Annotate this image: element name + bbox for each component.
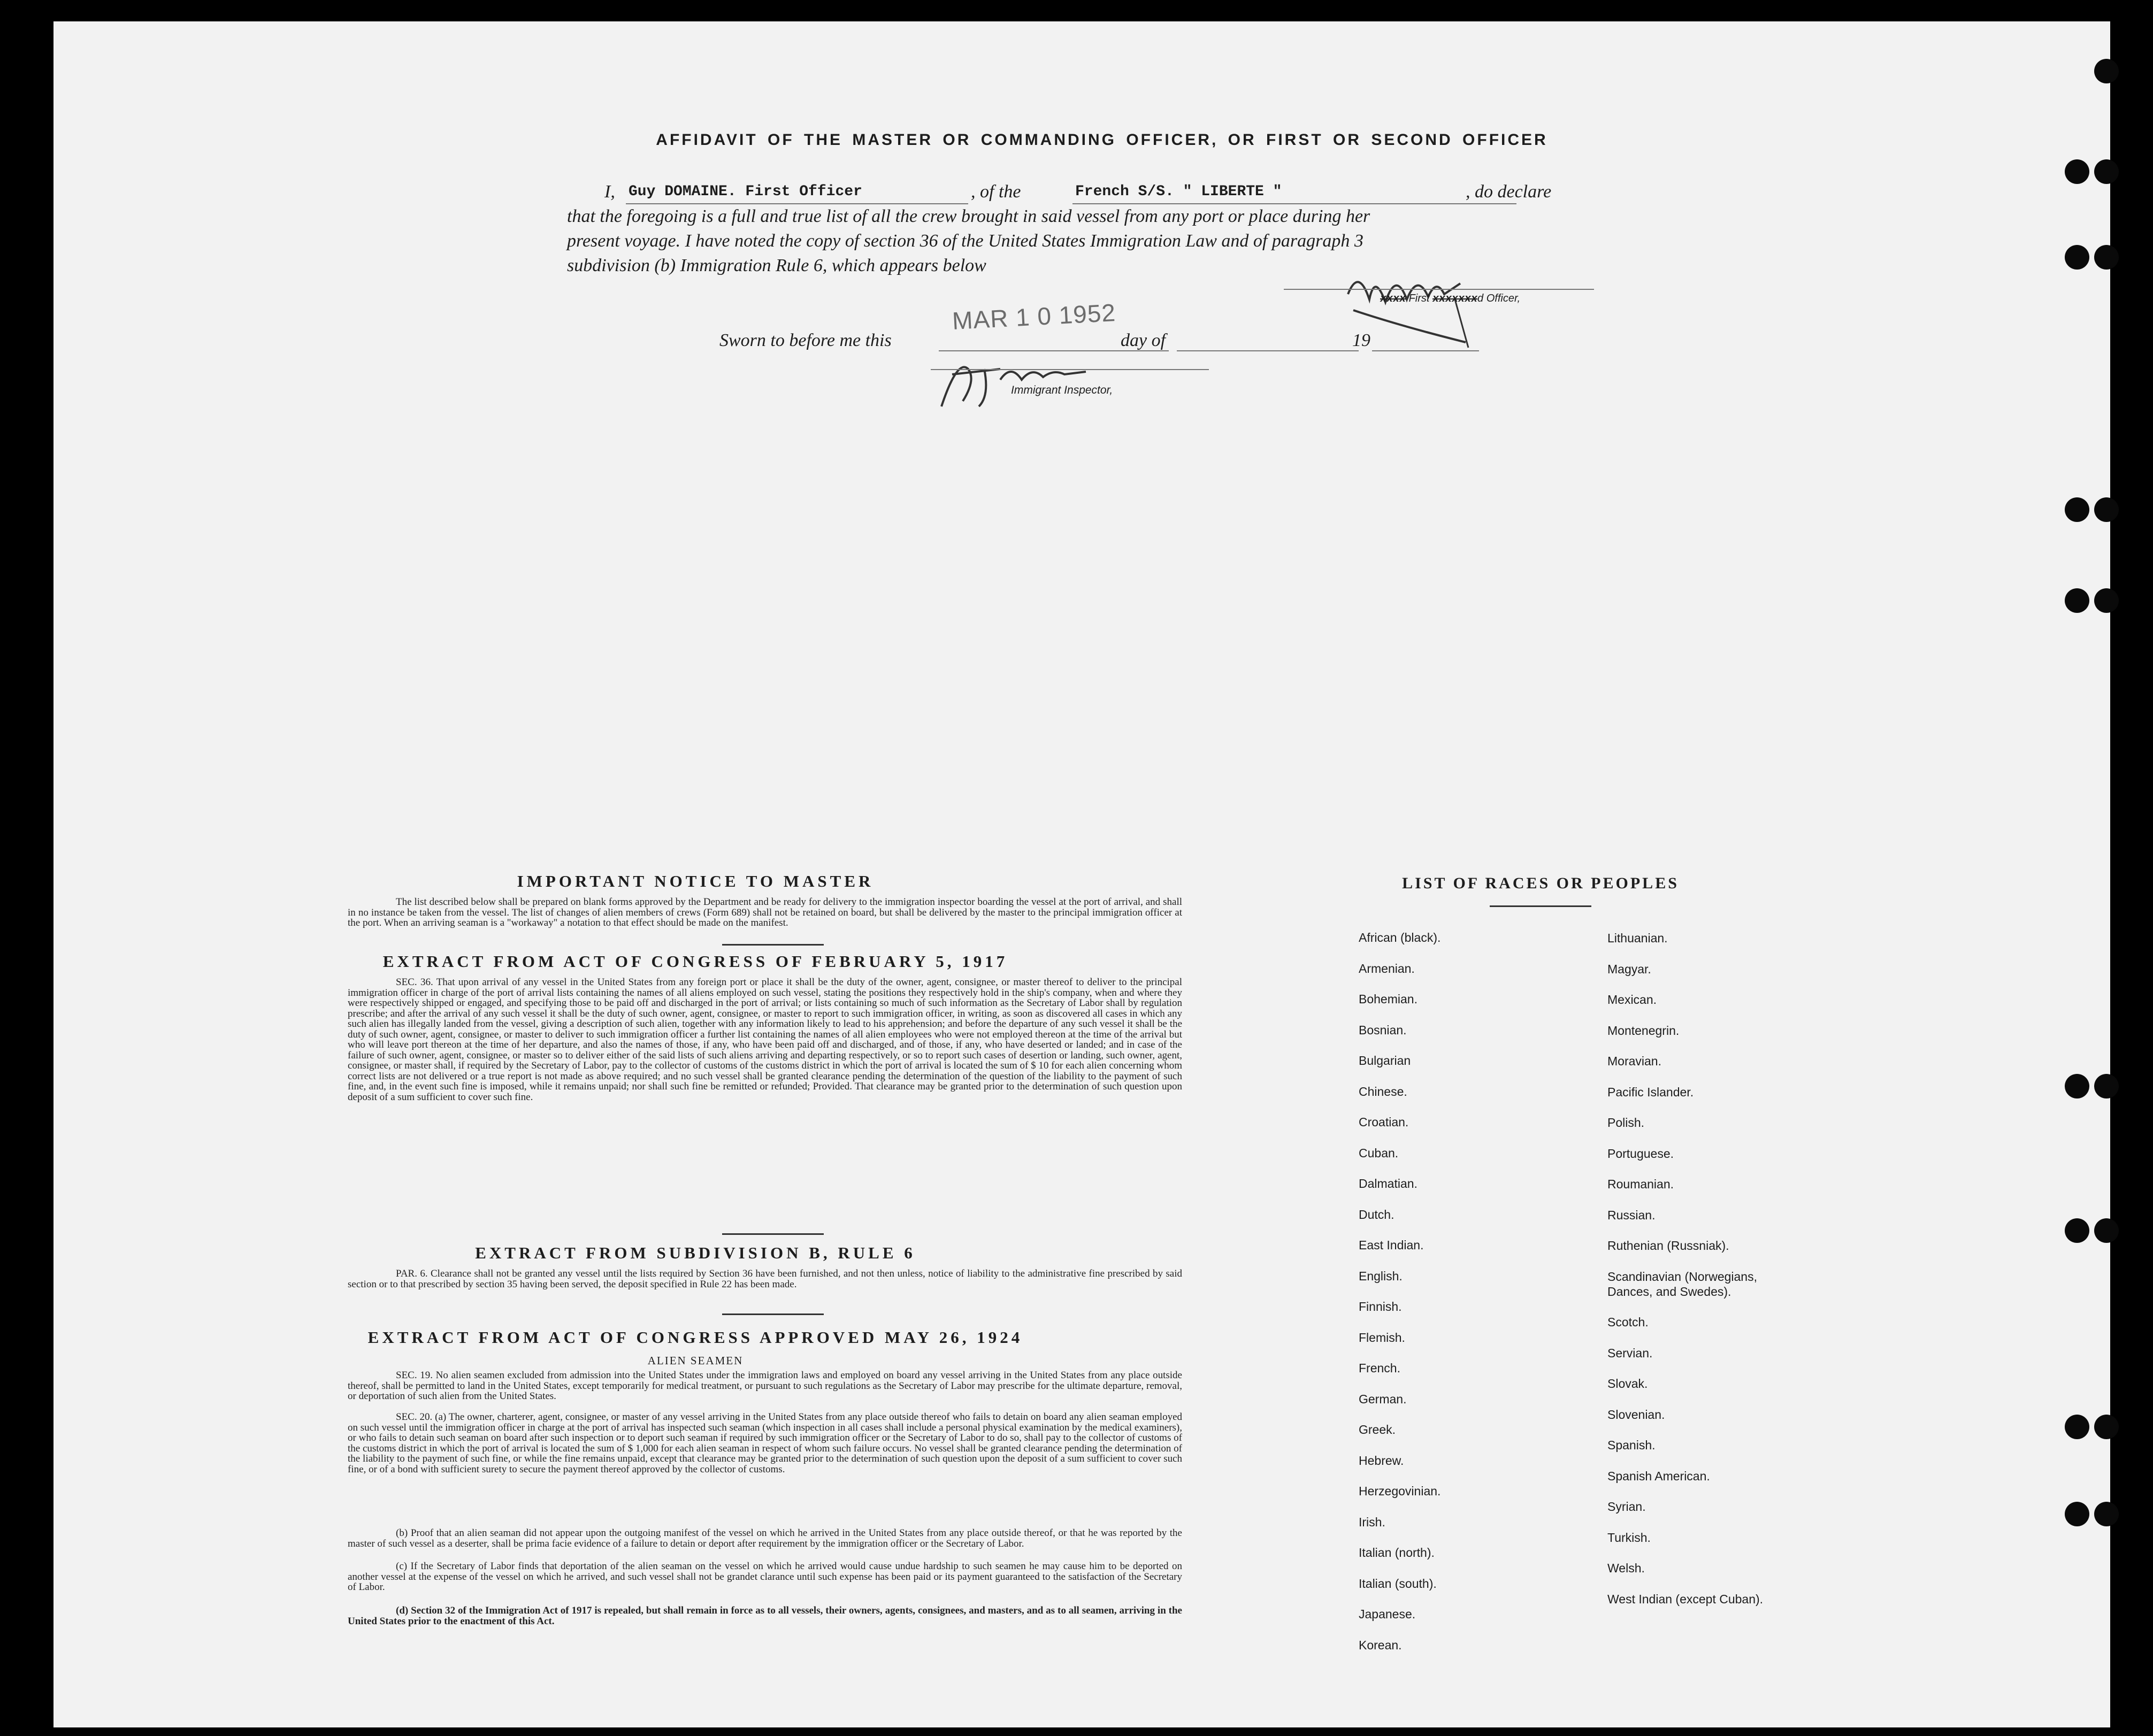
race-item: Slovenian. xyxy=(1607,1407,1665,1422)
race-item: Roumanian. xyxy=(1607,1177,1674,1191)
race-item: Italian (south). xyxy=(1359,1576,1437,1591)
race-item: West Indian (except Cuban). xyxy=(1607,1592,1764,1606)
race-item: Syrian. xyxy=(1607,1500,1646,1514)
inspector-signature-line xyxy=(931,369,1209,370)
race-item: Russian. xyxy=(1607,1208,1656,1222)
notice-separator xyxy=(722,944,824,946)
punch-hole xyxy=(2065,497,2089,522)
affidavit-title: AFFIDAVIT OF THE MASTER OR COMMANDING OFFICER, OR FIRST OR SECOND OFFICER xyxy=(656,131,1548,149)
race-item: Spanish. xyxy=(1607,1438,1656,1452)
race-item: Bosnian. xyxy=(1359,1023,1407,1037)
year-label: 19 xyxy=(1352,331,1370,350)
notice-text: The list described below shall be prepared on blank forms approved by the Department and be ready for delivery to the immigration inspector boarding the vessel at the port of arrival, and shall in no instance be taken from the vessel. The list of changes of alien members of crews (Form 689) shall not be retained on board, but shall be delivered by the master to the principal immigration officer at the port. When an arriving seaman is a "workaway" a notation to that effect should be made on the manifest. xyxy=(348,896,1182,928)
sworn-month-line xyxy=(1177,350,1359,351)
document-page xyxy=(53,21,2110,1727)
extract-rule6-text: PAR. 6. Clearance shall not be granted any vessel until the lists required by Section 36 have been furnished, and not then unless, notice of liability to the administrative fine prescribed by said section or to that prescribed by section 35 having been served, the deposit specified in Rule 22 has been made. xyxy=(348,1268,1182,1290)
extract-1924-title: EXTRACT FROM ACT OF CONGRESS APPROVED MAY 26, 1924 xyxy=(367,1328,1023,1347)
race-item: Montenegrin. xyxy=(1607,1023,1680,1038)
do-declare-label: , do declare xyxy=(1466,182,1552,202)
race-item: Dutch. xyxy=(1359,1207,1395,1222)
punch-hole xyxy=(2094,1502,2119,1526)
race-item: Korean. xyxy=(1359,1638,1402,1652)
date-stamp: MAR 1 0 1952 xyxy=(951,298,1117,335)
vessel-name-field: French S/S. " LIBERTE " xyxy=(1075,183,1282,200)
punch-hole xyxy=(2065,588,2089,613)
race-item: German. xyxy=(1359,1392,1407,1406)
race-item: Lithuanian. xyxy=(1607,931,1668,945)
race-item: Turkish. xyxy=(1607,1530,1651,1545)
race-item: French. xyxy=(1359,1361,1400,1375)
race-item: Flemish. xyxy=(1359,1330,1405,1345)
sec-20d-text: (d) Section 32 of the Immigration Act of 1917 is repealed, but shall remain in force as to all vessels, their owners, agents, consignees, and masters, and as to all seamen, arriving in the United States prior to the enactment of this Act. xyxy=(348,1605,1182,1627)
officer-name-field: Guy DOMAINE. First Officer xyxy=(629,183,862,200)
punch-hole xyxy=(2065,1218,2089,1243)
race-item: Bulgarian xyxy=(1359,1054,1411,1067)
race-item: Dalmatian. xyxy=(1359,1177,1418,1190)
race-item: English. xyxy=(1359,1269,1403,1283)
race-item: East Indian. xyxy=(1359,1238,1424,1252)
punch-hole xyxy=(2094,245,2119,270)
officer-caption-strike: xxxx xyxy=(1380,293,1406,305)
notice-title: IMPORTANT NOTICE TO MASTER xyxy=(517,872,874,890)
race-item: Cuban. xyxy=(1359,1146,1399,1160)
extract-1917-separator xyxy=(722,1233,824,1235)
i-label: I, xyxy=(604,182,615,202)
punch-hole xyxy=(2094,1415,2119,1439)
inspector-signature xyxy=(925,348,1171,417)
race-item: Mexican. xyxy=(1607,993,1657,1007)
of-the-label: , of the xyxy=(971,182,1021,202)
race-item: Chinese. xyxy=(1359,1084,1407,1099)
race-item: Pacific Islander. xyxy=(1607,1085,1694,1099)
officer-caption-end: d Officer, xyxy=(1477,293,1521,304)
race-item: Bohemian. xyxy=(1359,992,1418,1006)
sec-20b-text: (b) Proof that an alien seaman did not appear upon the outgoing manifest of the vessel on which he arrived in the United States from any place outside thereof, or that he was reported by the master of such vessel as a deserter, shall be prima facie evidence of a failure to detain or deport after requirement by the immigration officer or the Secretary of Labor. xyxy=(348,1527,1182,1549)
punch-hole xyxy=(2065,1502,2089,1526)
race-item: Scandinavian (Norwegians, Dances, and Swedes). xyxy=(1607,1269,1757,1299)
punch-hole xyxy=(2065,1415,2089,1439)
affidavit-line-3: present voyage. I have noted the copy of section 36 of the United States Immigration Law and of paragraph 3 xyxy=(567,231,1363,251)
race-item: Croatian. xyxy=(1359,1115,1409,1129)
punch-hole xyxy=(2094,1074,2119,1099)
day-of-label: day of xyxy=(1121,331,1166,350)
sec-19-text: SEC. 19. No alien seamen excluded from admission into the United States under the immigration laws and employed on board any vessel arriving in the United States from any place outside thereof, shall be permitted to land in the United States, except temporarily for medical treatment, or pursuant to such regulations as the Secretary of Labor may prescribe for the ultimate departure, removal, or deportation of such alien from the United States. xyxy=(348,1370,1182,1402)
officer-caption-strike-2: xxxxxxx xyxy=(1432,293,1478,305)
extract-rule6-title: EXTRACT FROM SUBDIVISION B, RULE 6 xyxy=(475,1243,916,1262)
race-item: Hebrew. xyxy=(1359,1453,1404,1468)
race-item: Portuguese. xyxy=(1607,1146,1674,1161)
race-item: Moravian. xyxy=(1607,1054,1661,1068)
punch-hole xyxy=(2094,159,2119,184)
sworn-year-line xyxy=(1372,350,1479,351)
officer-caption xyxy=(1380,293,1520,305)
race-item: Welsh. xyxy=(1607,1561,1645,1575)
race-item: African (black). xyxy=(1359,931,1441,944)
sec-20c-text: (c) If the Secretary of Labor finds that deportation of the alien seaman on the vessel on which he arrived would cause undue hardship to such seamen he may cause him to be deported on another vessel at the expense of the vessel on which he arrived, and such vessel shall not be grandet clarance until such expense has been paid or its payment guaranteed to the satisfaction of the Secretary of Labor. xyxy=(348,1561,1182,1593)
race-item: Herzegovinian. xyxy=(1359,1484,1441,1498)
race-item: Slovak. xyxy=(1607,1377,1648,1391)
race-item: Servian. xyxy=(1607,1346,1653,1360)
officer-caption-first: First xyxy=(1408,293,1430,304)
vessel-name-line xyxy=(1072,203,1516,204)
punch-hole xyxy=(2094,1218,2119,1243)
affidavit-line-4: subdivision (b) Immigration Rule 6, which appears below xyxy=(567,256,986,275)
race-item: Magyar. xyxy=(1607,962,1651,976)
race-item: Polish. xyxy=(1607,1116,1645,1130)
punch-hole xyxy=(2094,497,2119,522)
affidavit-line-2: that the foregoing is a full and true list of all the crew brought in said vessel from any port or place during her xyxy=(567,206,1370,226)
race-item: Armenian. xyxy=(1359,961,1415,975)
punch-hole xyxy=(2065,245,2089,270)
sworn-label: Sworn to before me this xyxy=(719,331,892,350)
race-item: Japanese. xyxy=(1359,1607,1416,1621)
punch-hole xyxy=(2065,1074,2089,1099)
officer-name-line xyxy=(626,203,968,204)
race-item: Spanish American. xyxy=(1607,1469,1710,1483)
race-item: Irish. xyxy=(1359,1515,1385,1529)
race-item: Greek. xyxy=(1359,1423,1396,1437)
race-item: Finnish. xyxy=(1359,1300,1402,1313)
extract-1917-text: SEC. 36. That upon arrival of any vessel in the United States from any foreign port or place it shall be the duty of the owner, agent, consignee, or master thereof to deliver to the principal immigration officer in charge of the port of arrival lists containing the names of all aliens employed on such vessel, stating the positions they respectively hold in the ship's company, when and where they were respectively shipped or engaged, and specifying those to be paid off and discharged in the port of arrival; or lists containing so much of such information as the Secretary of Labor shall by regulation prescribe; and after the arrival of any such vessel it shall be the duty of such owner, agent, consignee, or master to report to such immigration officer, in writing, as soon as discovered all cases in which any such alien has illegally landed from the vessel, giving a description of such alien, together with any information likely to lead to his apprehension; and before the departure of any such vessel it shall be the duty of such owner, agent, consignee, or master to deliver to such immigration officer a further list containing the names of all alien employees who were not employed thereon at the time of the arrival but who will leave port thereon at the time of her departure, and also the names of those, if any, who have been paid off and discharged, and of those, if any, who have deserted or landed; and in case of the failure of such owner, agent, consignee, or master so to deliver either of the said lists of such aliens arriving and departing respectively, or so to report such cases of desertion or landing, such owner, agent, consignee, or master shall, if required by the Secretary of Labor, pay to the collector of customs of the customs district in which the port of arrival is located the sum of $ 10 for each alien concerning whom correct lists are not delivered or a true report is not made as above required; and no such vessel shall be granted clearance pending the determination of the question of the liability to the payment of such fine, and, in the event such fine is imposed, while it remains unpaid; nor shall such fine be remitted or refunded; Provided. That clearance may be granted prior to the determination of such question upon deposit of a sum sufficient to cover such fine. xyxy=(348,977,1182,1103)
race-item: Scotch. xyxy=(1607,1315,1649,1329)
inspector-caption: Immigrant Inspector, xyxy=(1011,384,1113,396)
extract-rule6-separator xyxy=(722,1313,824,1315)
races-separator xyxy=(1490,905,1591,907)
extract-1917-title: EXTRACT FROM ACT OF CONGRESS OF FEBRUARY 5, 1917 xyxy=(382,952,1008,971)
punch-hole xyxy=(2094,588,2119,613)
punch-hole xyxy=(2094,59,2119,83)
alien-seamen-subtitle: ALIEN SEAMEN xyxy=(647,1354,744,1367)
punch-hole xyxy=(2065,159,2089,184)
race-item: Ruthenian (Russniak). xyxy=(1607,1239,1729,1253)
race-item: Italian (north). xyxy=(1359,1546,1435,1560)
sec-20a-text: SEC. 20. (a) The owner, charterer, agent, consignee, or master of any vessel arriving in the United States from any place outside thereof who fails to detain on board any alien seaman employed on such vessel until the immigration officer in charge at the port of arrival has inspected such seaman (which inspection in all cases shall include a personal physical examination by the medical examiners), or who fails to detain such seaman on board after such inspection or to deport such seaman if required by such immigration officer or the Secretary of Labor to do so, shall pay to the collector of customs of the customs district in which the port of arrival is located the sum of $ 1,000 for each alien seaman in respect of whom such failure occurs. No vessel shall be granted clearance pending the determination of the liability to the payment of such fine, or while the fine remains unpaid, except that clearance may be granted prior to the determination of such question upon the deposit of a sum sufficient to cover such fine, or of a bond with sufficient surety to secure the payment thereof approved by the collector of customs. xyxy=(348,1411,1182,1475)
officer-signature-line xyxy=(1284,289,1594,290)
races-title: LIST OF RACES OR PEOPLES xyxy=(1402,874,1679,892)
